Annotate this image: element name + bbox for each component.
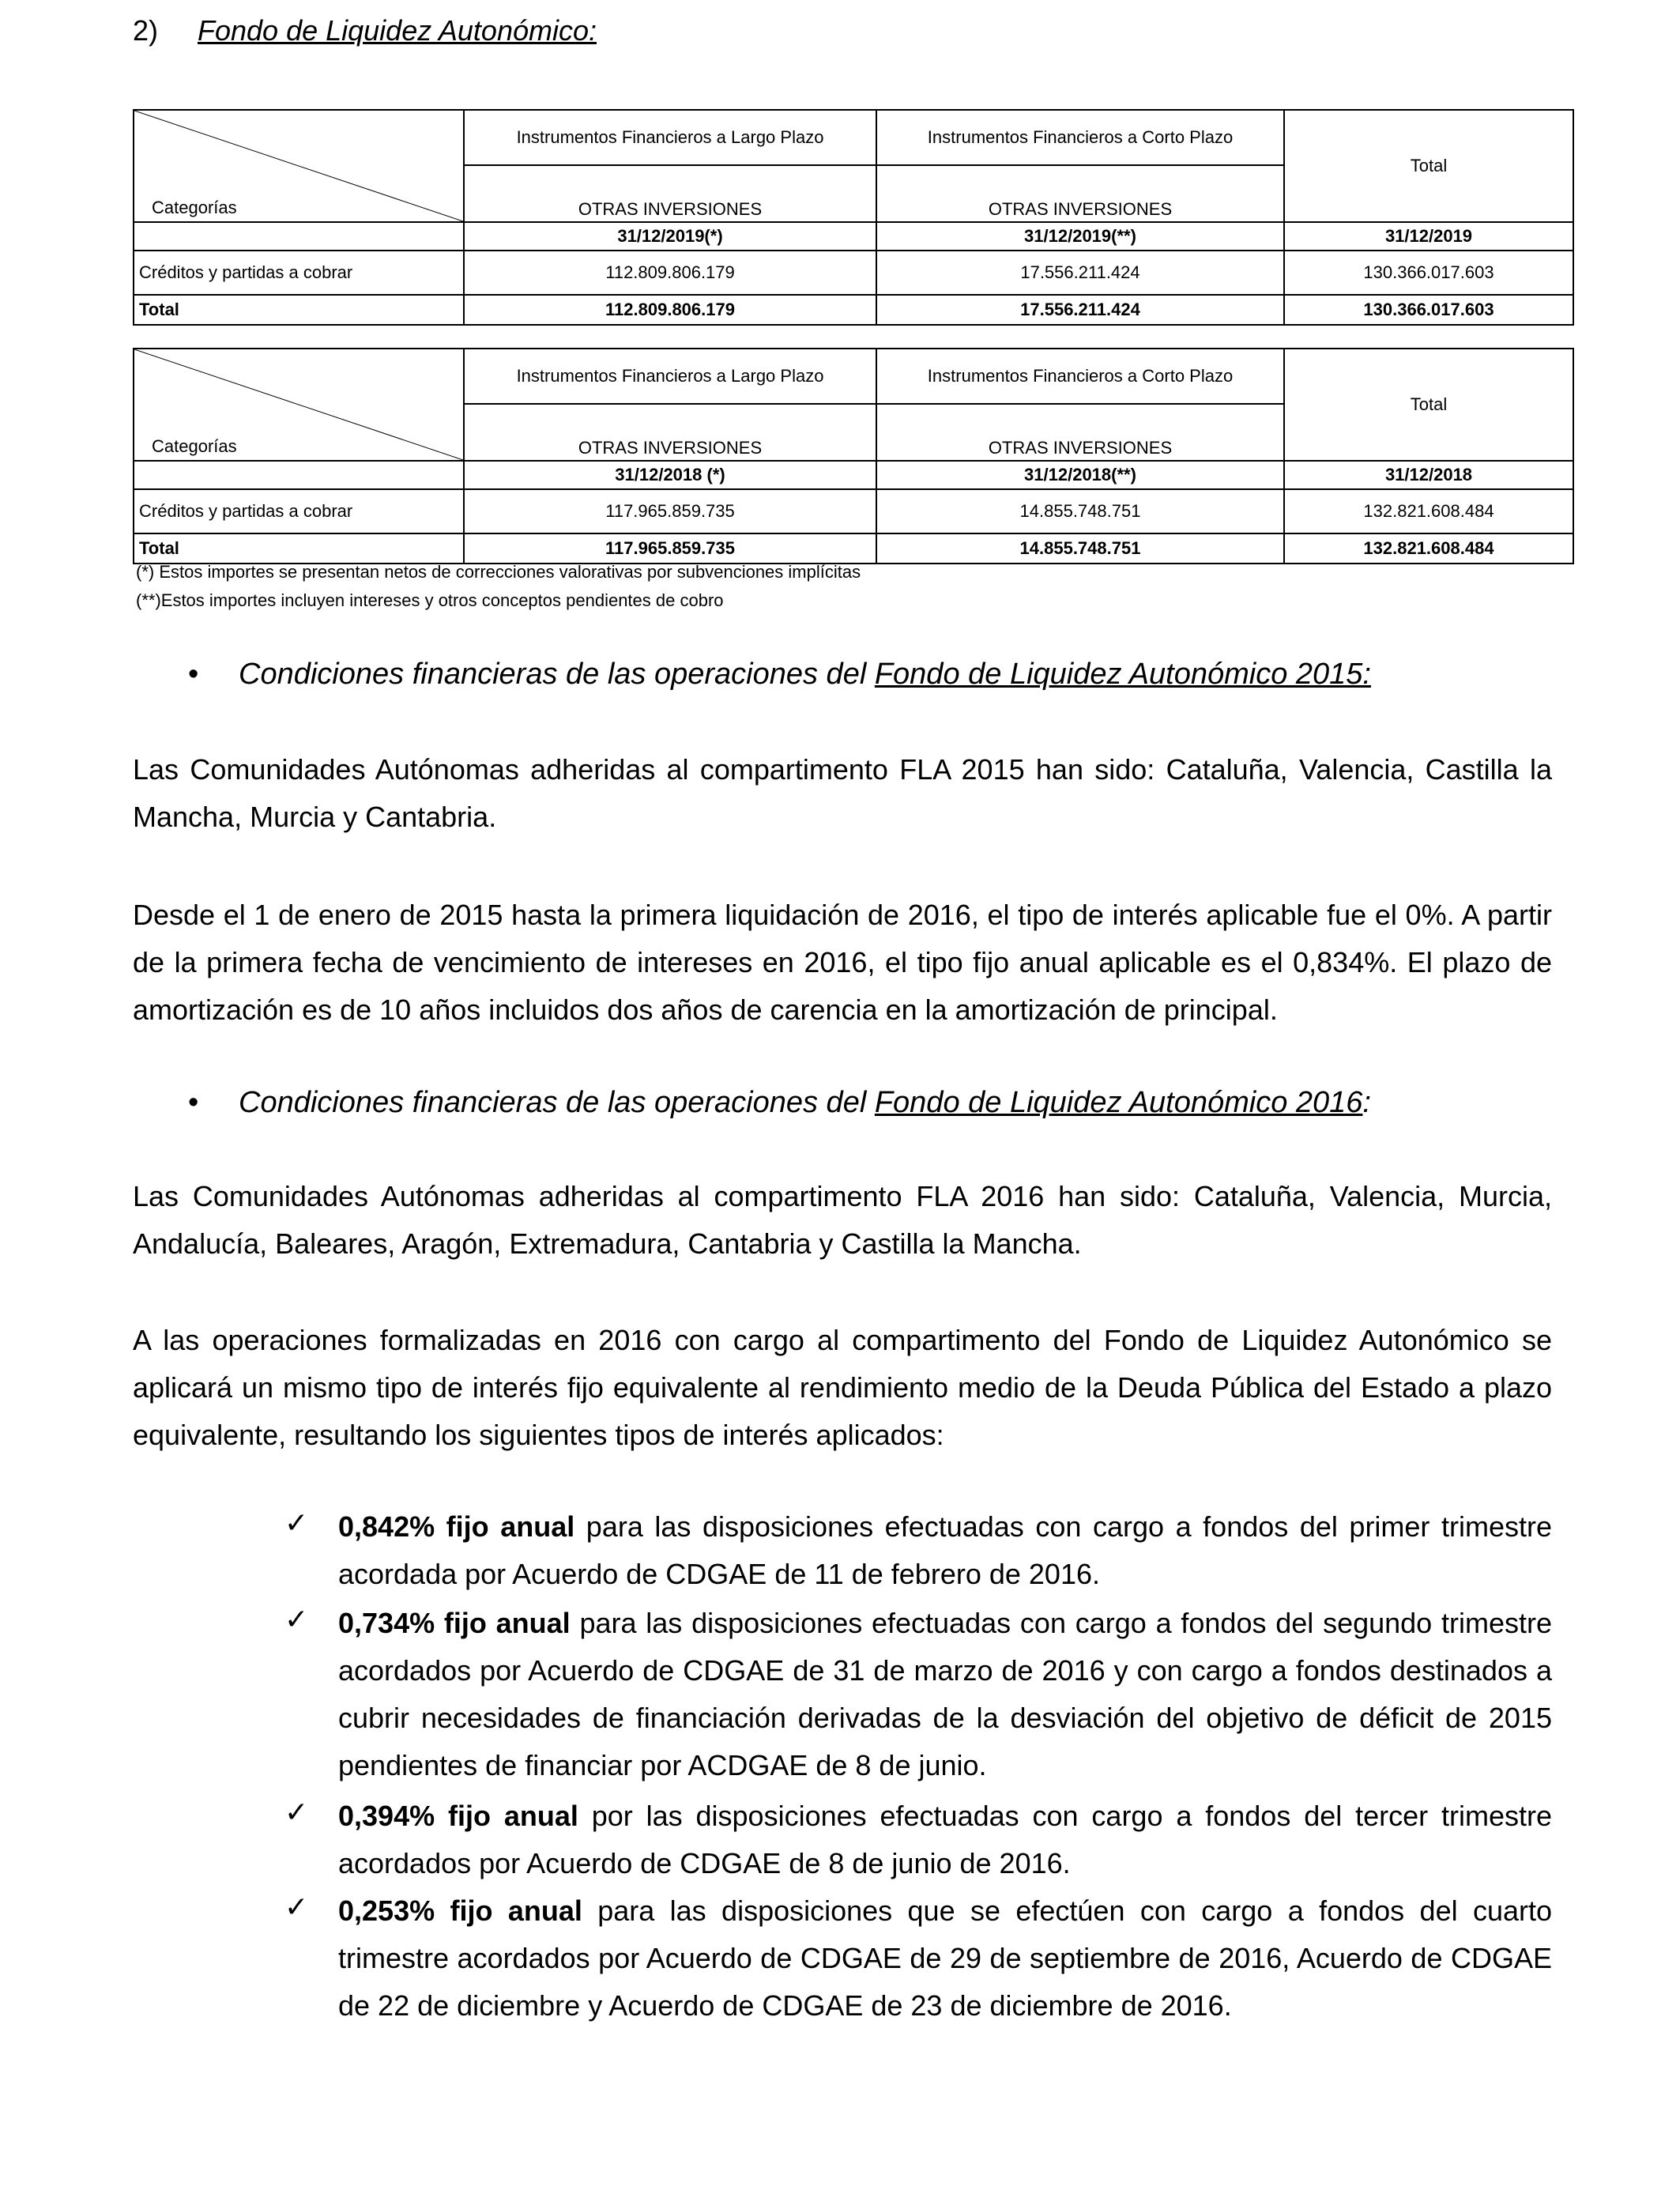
- date-blank: [134, 461, 464, 489]
- bullet-icon: •: [188, 658, 199, 691]
- check-icon: ✓: [284, 1506, 309, 1539]
- total-long: 117.965.859.735: [464, 533, 876, 564]
- corner-label: Categorías: [152, 436, 237, 456]
- rate-description: para las disposiciones efectuadas con cargo a fondos del segundo trimestre acordados por Acuerdo de CDGAE de 31 de marzo de 2016 y con cargo a fondos destinados a cubrir necesidades de financiación derivadas de la desviación del objetivo de déficit de 2015 pendientes de financiar por ACDGAE de 8 de junio.: [338, 1607, 1552, 1781]
- section-title: Fondo de Liquidez Autonómico:: [198, 14, 597, 47]
- section-heading: [133, 14, 597, 47]
- row-total: 132.821.608.484: [1284, 489, 1573, 533]
- table-footnotes: [136, 558, 861, 615]
- table-corner-cell: [134, 349, 464, 461]
- check-icon: ✓: [284, 1891, 309, 1923]
- corner-label: Categorías: [152, 198, 237, 217]
- rate-item: [338, 1503, 1552, 1598]
- date-blank: [134, 222, 464, 251]
- row-label: Créditos y partidas a cobrar: [134, 251, 464, 295]
- check-icon: ✓: [284, 1796, 309, 1828]
- rate-value: 0,394% fijo anual: [338, 1800, 578, 1832]
- rate-description: por las disposiciones efectuadas con cargo a fondos del tercer trimestre acordados por Acuerdo de CDGAE de 8 de junio de 2016.: [338, 1800, 1553, 1879]
- row-short: 17.556.211.424: [876, 251, 1284, 295]
- footnote: (**)Estos importes incluyen intereses y otros conceptos pendientes de cobro: [136, 590, 724, 610]
- paragraph-fla2015-conditions: Desde el 1 de enero de 2015 hasta la primera liquidación de 2016, el tipo de interés aplicable fue el 0%. A partir de la primera fecha de vencimiento de intereses en 2016, el tipo fijo anual aplicable es el 0,834%. El plazo de amortización es de 10 años incluidos dos años de carencia en la amortización de principal.: [133, 899, 1552, 1026]
- rate-value: 0,842% fijo anual: [338, 1510, 575, 1543]
- bullet-icon: •: [188, 1086, 199, 1119]
- row-label: Créditos y partidas a cobrar: [134, 489, 464, 533]
- col-header-long: Instrumentos Financieros a Largo Plazo: [464, 110, 876, 165]
- total-total: 132.821.608.484: [1284, 533, 1573, 564]
- row-short: 14.855.748.751: [876, 489, 1284, 533]
- date-long: 31/12/2019(*): [464, 222, 876, 251]
- subsection-title-2015: [239, 658, 1371, 692]
- table-2018: [133, 348, 1574, 564]
- rate-value: 0,734% fijo anual: [338, 1607, 571, 1639]
- row-total: 130.366.017.603: [1284, 251, 1573, 295]
- rate-item: [338, 1887, 1552, 2030]
- rate-description: para las disposiciones que se efectúen con cargo a fondos del cuarto trimestre acordados por Acuerdo de CDGAE de 29 de septiembre de 2016, Acuerdo de CDGAE de 22 de diciembre y Acuerdo de CDGAE de 23 de diciembre de 2016.: [338, 1894, 1553, 2022]
- table-corner-cell: [134, 110, 464, 222]
- subsection-title-2016: [239, 1086, 1371, 1120]
- rate-item: [338, 1793, 1552, 1887]
- col-header-short: Instrumentos Financieros a Corto Plazo: [876, 110, 1284, 165]
- date-short: 31/12/2019(**): [876, 222, 1284, 251]
- subsection-prefix: Condiciones financieras de las operaciones del: [239, 1086, 875, 1119]
- sub-header-short: OTRAS INVERSIONES: [876, 165, 1284, 222]
- total-total: 130.366.017.603: [1284, 295, 1573, 325]
- col-header-total: Total: [1284, 110, 1573, 222]
- total-long: 112.809.806.179: [464, 295, 876, 325]
- section-number: 2): [133, 14, 159, 47]
- col-header-total: Total: [1284, 349, 1573, 461]
- rate-value: 0,253% fijo anual: [338, 1894, 582, 1927]
- total-short: 17.556.211.424: [876, 295, 1284, 325]
- paragraph-fla2016-members: Las Comunidades Autónomas adheridas al compartimento FLA 2016 han sido: Cataluña, Valencia, Murcia, Andalucía, Baleares, Aragón, Extremadura, Cantabria y Castilla la Mancha.: [133, 1180, 1552, 1260]
- date-long: 31/12/2018 (*): [464, 461, 876, 489]
- date-total: 31/12/2019: [1284, 222, 1573, 251]
- table-2019: [133, 109, 1574, 326]
- check-icon: ✓: [284, 1603, 309, 1635]
- date-short: 31/12/2018(**): [876, 461, 1284, 489]
- row-long: 117.965.859.735: [464, 489, 876, 533]
- subsection-prefix: Condiciones financieras de las operaciones del: [239, 658, 875, 691]
- paragraph-fla2015-members: Las Comunidades Autónomas adheridas al compartimento FLA 2015 han sido: Cataluña, Valencia, Castilla la Mancha, Murcia y Cantabria.: [133, 753, 1552, 833]
- subsection-suffix: :: [1362, 1086, 1371, 1119]
- rate-item: [338, 1600, 1552, 1789]
- date-total: 31/12/2018: [1284, 461, 1573, 489]
- row-long: 112.809.806.179: [464, 251, 876, 295]
- rate-description: para las disposiciones efectuadas con cargo a fondos del primer trimestre acordada por Acuerdo de CDGAE de 11 de febrero de 2016.: [338, 1510, 1552, 1590]
- sub-header-long: OTRAS INVERSIONES: [464, 404, 876, 461]
- total-label: Total: [134, 533, 464, 564]
- sub-header-long: OTRAS INVERSIONES: [464, 165, 876, 222]
- subsection-fund-name: Fondo de Liquidez Autonómico 2015:: [874, 658, 1371, 691]
- col-header-short: Instrumentos Financieros a Corto Plazo: [876, 349, 1284, 404]
- total-label: Total: [134, 295, 464, 325]
- col-header-long: Instrumentos Financieros a Largo Plazo: [464, 349, 876, 404]
- sub-header-short: OTRAS INVERSIONES: [876, 404, 1284, 461]
- subsection-fund-name: Fondo de Liquidez Autonómico 2016: [874, 1086, 1363, 1119]
- total-short: 14.855.748.751: [876, 533, 1284, 564]
- footnote: (*) Estos importes se presentan netos de correcciones valorativas por subvenciones implícitas: [136, 562, 861, 582]
- paragraph-fla2016-intro: A las operaciones formalizadas en 2016 con cargo al compartimento del Fondo de Liquidez Autonómico se aplicará un mismo tipo de interés fijo equivalente al rendimiento medio de la Deuda Pública del Estado a plazo equivalente, resultando los siguientes tipos de interés aplicados:: [133, 1324, 1552, 1451]
